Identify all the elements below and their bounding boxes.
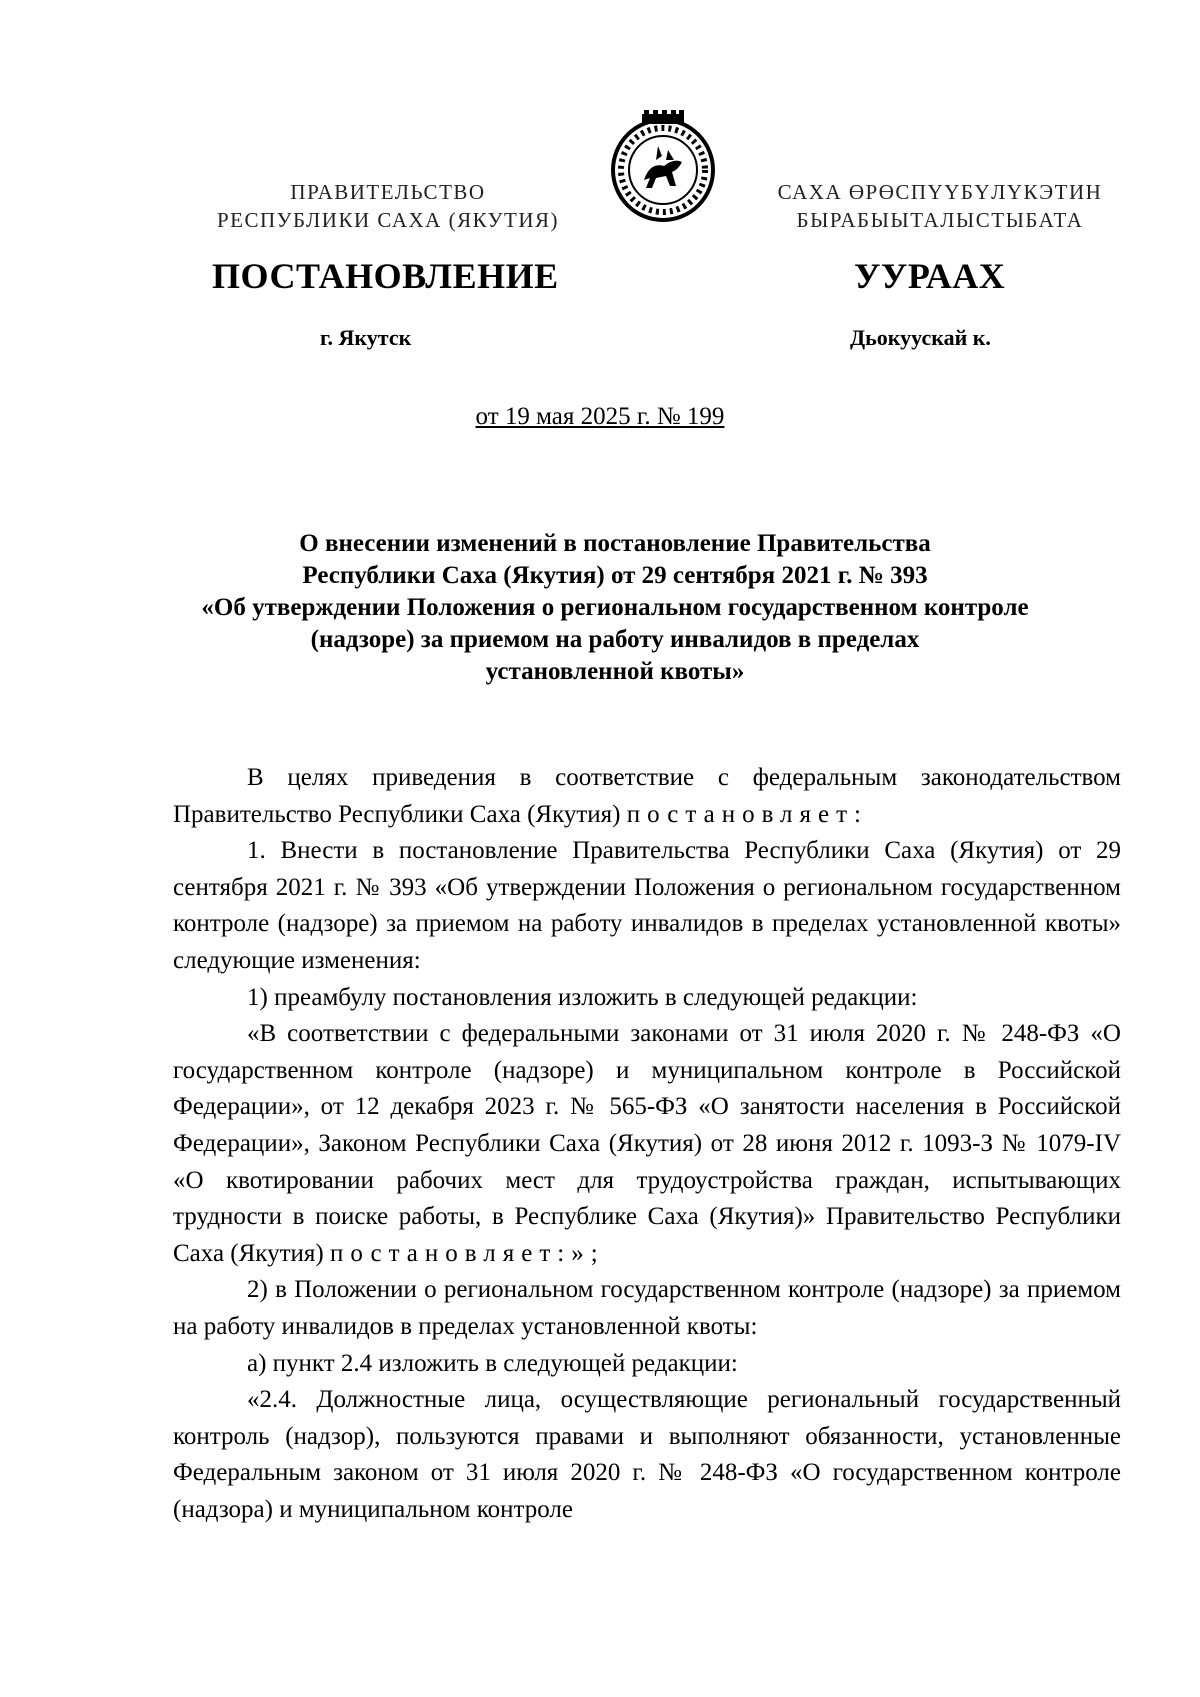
title-line: установленной квоты» <box>485 658 745 685</box>
paragraph-item-1: 1. Внести в постановление Правительства Республики Саха (Якутия) от 29 сентября 2021 г. № 393 «Об утверждении Положения о региональном государственном контроле (надзоре) за приемом на работу инвалидов в пределах установленной квоты» следующие изменения: <box>173 837 1121 974</box>
paragraph-subitem-2: 2) в Положении о региональном государственном контроле (надзоре) за приемом на работу инвалидов в пределах установленной квоты: <box>173 1276 1121 1340</box>
issuer-header-ru <box>178 178 598 234</box>
coat-of-arms-emblem <box>606 110 720 224</box>
document-date-number: от 19 мая 2025 г. № 199 <box>475 403 725 430</box>
city-ru: г. Якутск <box>320 325 412 350</box>
paragraph-clause-2-4: «2.4. Должностные лица, осуществляющие региональный государственный контроль (надзор), пользуются правами и выполняют обязанности, установленные Федеральным законом от 31 июля 2020 г. № 248-ФЗ «О государственном контроле (надзора) и муниципальном контроле <box>173 1386 1121 1523</box>
city-sah: Дьокуускай к. <box>850 325 991 350</box>
doc-type-ru: ПОСТАНОВЛЕНИЕ <box>212 256 559 296</box>
paragraph-subitem-a: а) пункт 2.4 изложить в следующей редакции: <box>247 1349 738 1377</box>
title-line: «Об утверждении Положения о региональном государственном контроле <box>201 594 1029 621</box>
preamble-text: В целях приведения в соответствие с федеральным законодательством Правительство Республики Саха (Якутия) <box>173 764 1121 828</box>
resolves-word: постановляет: <box>626 800 868 828</box>
paragraph-subitem-1: 1) преамбулу постановления изложить в следующей редакции: <box>247 983 918 1011</box>
issuer-header-sah <box>730 178 1150 234</box>
document-body <box>173 760 1121 1528</box>
title-line: О внесении изменений в постановление Правительства <box>299 530 931 557</box>
quoted-preamble-paragraph <box>173 1016 1121 1272</box>
issuer-line-1: САХА ӨРӨСПҮҮБҮЛҮКЭТИН <box>777 180 1103 204</box>
quoted-preamble-text: «В соответствии с федеральными законами от 31 июля 2020 г. № 248-ФЗ «О государственном контроле (надзоре) и муниципальном контроле в Российской Федерации», от 12 декабря 2023 г. № 565-ФЗ «О занятости населения в Российской Федерации», Законом Республики Саха (Якутия) от 28 июня 2012 г. 1093-З № 1079-IV «О квотировании рабочих мест для трудоустройства граждан, испытывающих трудности в поиске работы, в Республике Саха (Якутия)» Правительство Республики Саха (Якутия) <box>173 1020 1121 1267</box>
preamble-paragraph <box>173 760 1121 833</box>
issuer-line-2: РЕСПУБЛИКИ САХА (ЯКУТИЯ) <box>216 208 560 232</box>
doc-type-sah: УУРААХ <box>854 256 1006 296</box>
issuer-line-2: БЫРАБЫЫТАЛЫСТЫБАТА <box>796 208 1084 232</box>
title-line: Республики Саха (Якутия) от 29 сентября 2021 г. № 393 <box>302 562 928 589</box>
resolves-word: постановляет:»; <box>329 1239 605 1267</box>
issuer-line-1: ПРАВИТЕЛЬСТВО <box>290 180 486 204</box>
document-title <box>150 528 1080 688</box>
title-line: (надзоре) за приемом на работу инвалидов в пределах <box>310 626 920 653</box>
